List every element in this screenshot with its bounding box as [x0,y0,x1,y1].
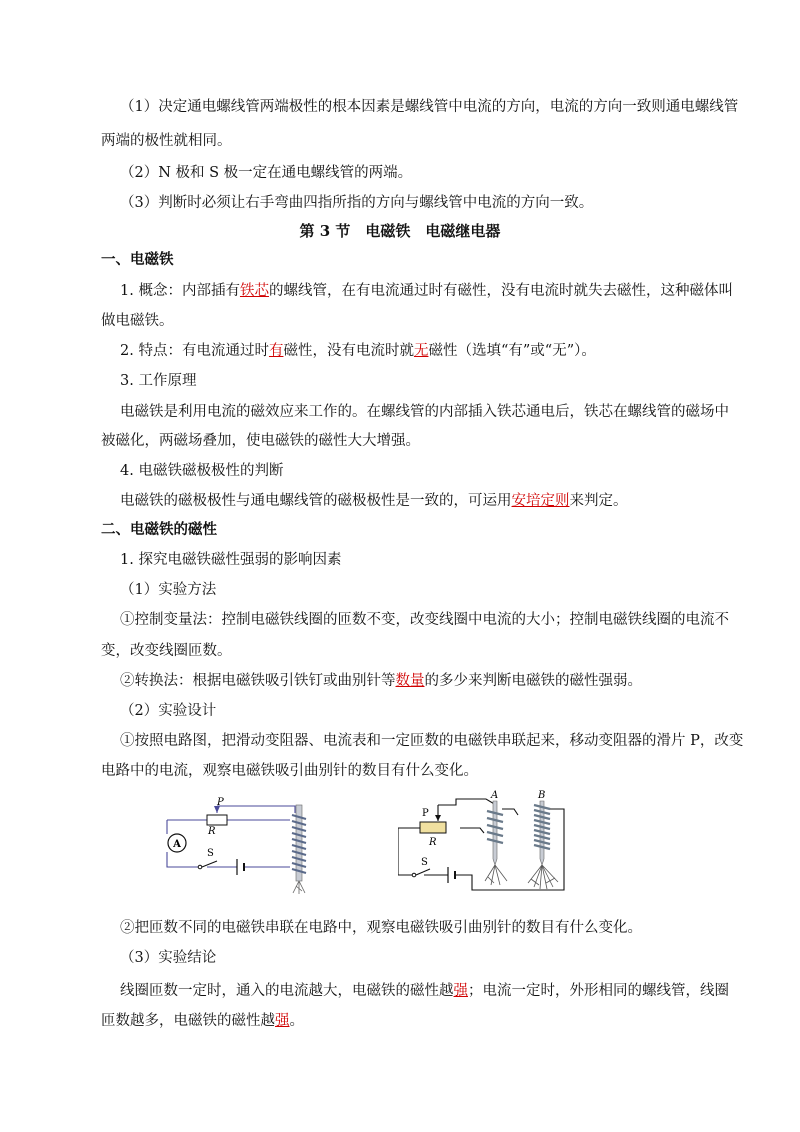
concept-text-b: 的螺线管，在有电流通过时有磁性，没有电流时就失去磁性，这种磁体叫 [268,283,733,299]
note-2: （2）N 极和 S 极一定在通电螺线管的两端。 [120,165,413,181]
method-2-text-a: ②转换法：根据电磁铁吸引铁钉或曲别针等 [120,673,396,689]
rheostat-label-left: R [208,826,216,837]
feature-text-c: 磁性（选填“有”或“无”）。 [428,343,596,359]
method-2-text-b: 的多少来判断电磁铁的磁性强弱。 [424,673,642,689]
note-1: （1）决定通电螺线管两端极性的根本因素是螺线管中电流的方向，电流的方向一致则通电螺线管 [120,99,739,115]
circuit-diagram-right [398,787,578,899]
concept-line [120,281,733,301]
clips-a [485,865,507,885]
conclusion-line-2 [101,1011,304,1031]
polarity-line [120,491,628,511]
answer-iron-core: 铁芯 [239,283,269,299]
polarity-text-a: 电磁铁的磁极极性与通电螺线管的磁极极性是一致的，可运用 [120,493,512,509]
answer-quantity: 数量 [395,673,425,689]
explore-heading: 1. 探究电磁铁磁性强弱的影响因素 [120,552,342,568]
clips-left [293,881,305,894]
design-heading: （2）实验设计 [120,703,217,719]
design-1b: 电路中的电流，观察电磁铁吸引曲别针的数目有什么变化。 [101,763,478,779]
principle-text-2: 被磁化，两磁场叠加，使电磁铁的磁性大大增强。 [101,433,420,449]
note-3: （3）判断时必须让右手弯曲四指所指的方向与螺线管中电流的方向一致。 [120,195,594,211]
part1-heading: 一、电磁铁 [101,251,174,268]
circuit-diagram-left [165,793,335,898]
conclusion-text-1a: 线圈匝数一定时，通入的电流越大，电磁铁的磁性越 [120,983,454,999]
rheostat-left [207,815,227,825]
feature-line [120,341,596,361]
polarity-heading: 4. 电磁铁磁极极性的判断 [120,463,284,479]
slider-label-left: P [217,797,224,808]
design-2: ②把匝数不同的电磁铁串联在电路中，观察电磁铁吸引曲别针的数目有什么变化。 [120,920,642,936]
answer-none: 无 [413,343,429,359]
conclusion-line-1 [120,981,729,1001]
clips-b [528,865,558,889]
feature-text-b: 磁性，没有电流时就 [283,343,414,359]
answer-strong-1: 强 [453,983,468,999]
switch-right [412,873,416,877]
part2-heading: 二、电磁铁的磁性 [101,521,217,538]
concept-text-a: 1. 概念：内部插有 [120,283,240,299]
answer-strong-2: 强 [275,1013,290,1029]
design-1a: ①按照电路图，把滑动变阻器、电流表和一定匝数的电磁铁串联起来，移动变阻器的滑片 P，改变 [120,733,744,749]
answer-has: 有 [268,343,284,359]
polarity-text-b: 来判定。 [569,493,628,509]
principle-text-1: 电磁铁是利用电流的磁效应来工作的。在螺线管的内部插入铁芯通电后，铁芯在螺线管的磁场中 [120,404,729,420]
conclusion-text-1b: ；电流一定时，外形相同的螺线管，线圈 [468,983,729,999]
magnet-a-label: A [491,790,499,801]
conclusion-heading: （3）实验结论 [120,950,217,966]
feature-text-a: 2. 特点：有电流通过时 [120,343,269,359]
method-1a: ①控制变量法：控制电磁铁线圈的匝数不变，改变线圈中电流的大小；控制电磁铁线圈的电流不 [120,612,729,628]
ammeter-label: A [173,839,181,850]
concept-line-cont: 做电磁铁。 [101,313,174,329]
answer-ampere-rule: 安培定则 [511,493,570,509]
conclusion-text-2b: 。 [289,1013,304,1029]
conclusion-text-2a: 匝数越多，电磁铁的磁性越 [101,1013,275,1029]
coil-b [534,805,550,849]
slider-arrow-right [435,815,441,821]
magnet-b-label: B [538,790,546,801]
method-2-line [120,671,642,691]
principle-heading: 3. 工作原理 [120,373,197,389]
method-heading: （1）实验方法 [120,582,217,598]
slider-label-right: P [422,808,429,819]
note-1-cont: 两端的极性就相同。 [101,133,232,149]
switch-label-right: S [421,857,428,868]
switch-label-left: S [207,848,214,859]
rheostat-label-right: R [429,837,437,848]
rheostat-right [420,822,446,833]
section-title: 第 3 节 电磁铁 电磁继电器 [299,222,501,240]
switch-left [198,865,202,869]
method-1b: 变，改变线圈匝数。 [101,643,232,659]
